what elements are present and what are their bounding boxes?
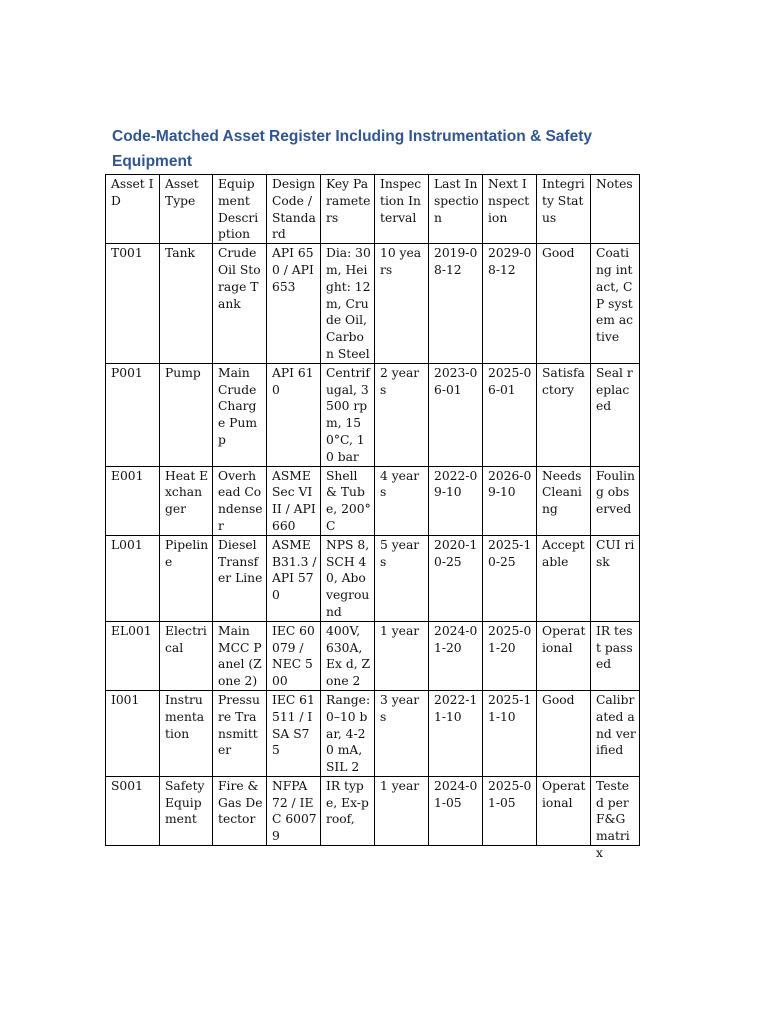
notes-cell <box>591 690 640 776</box>
integrity-status-text: Acceptable <box>542 537 585 569</box>
header-cell <box>213 175 267 244</box>
inspection-interval-text: 3 years <box>380 692 420 724</box>
asset-type-text: Pump <box>165 365 201 380</box>
design-code-cell <box>267 535 321 621</box>
integrity-status-text: Operational <box>542 778 586 810</box>
next-inspection-text: 2025-06-01 <box>488 365 532 397</box>
next-inspection-text: 2025-01-05 <box>488 778 532 810</box>
design-code-cell <box>267 690 321 776</box>
asset-type-text: Instrumentation <box>165 692 205 741</box>
asset-type-text: Electrical <box>165 623 207 655</box>
inspection-interval-cell <box>375 363 429 466</box>
header-text: Last Inspection <box>434 177 479 225</box>
inspection-interval-cell <box>375 244 429 364</box>
inspection-interval-text: 1 year <box>380 778 420 793</box>
document-title: Code-Matched Asset Register Including Instrumentation & Safety Equipment <box>112 128 592 170</box>
notes-text: Fouling observed <box>596 468 635 517</box>
asset-id-text: S001 <box>111 778 143 793</box>
header-cell <box>321 175 375 244</box>
integrity-status-cell <box>537 535 591 621</box>
inspection-interval-text: 2 years <box>380 365 420 397</box>
cell-clip <box>596 778 636 861</box>
integrity-status-text: Good <box>542 692 575 707</box>
cell-clip <box>272 778 317 845</box>
cell-clip <box>165 778 209 845</box>
equipment-description-cell <box>213 363 267 466</box>
cell-clip <box>380 778 425 845</box>
integrity-status-text: Satisfactory <box>542 365 585 397</box>
design-code-text: ASME Sec VIII / API 660 <box>272 468 316 533</box>
design-code-cell <box>267 776 321 845</box>
equipment-description-cell <box>213 244 267 364</box>
header-text: Design Code / Standard <box>272 177 316 242</box>
asset-register-table-body <box>106 175 640 861</box>
last-inspection-text: 2024-01-20 <box>434 623 478 655</box>
design-code-cell <box>267 621 321 690</box>
integrity-status-cell <box>537 621 591 690</box>
notes-text: Seal replaced <box>596 365 633 414</box>
header-text: Key Parameters <box>326 177 371 225</box>
equipment-description-cell <box>213 466 267 535</box>
header-cell <box>267 175 321 244</box>
design-code-cell <box>267 466 321 535</box>
design-code-text: NFPA 72 / IEC 60079 <box>272 778 317 844</box>
integrity-status-cell <box>537 363 591 466</box>
design-code-text: API 610 <box>272 365 314 397</box>
key-parameters-cell <box>321 690 375 776</box>
header-cell <box>591 175 640 244</box>
asset-id-cell <box>106 244 160 364</box>
cell-clip <box>542 778 587 845</box>
integrity-status-text: Good <box>542 246 575 261</box>
header-text: Asset ID <box>111 177 154 208</box>
asset-type-cell <box>160 621 213 690</box>
asset-register-table-wrapper <box>105 174 640 861</box>
last-inspection-text: 2020-10-25 <box>434 537 478 569</box>
asset-id-text: L001 <box>111 537 143 552</box>
key-parameters-cell <box>321 363 375 466</box>
inspection-interval-text: 5 years <box>380 537 420 569</box>
last-inspection-text: 2022-11-10 <box>434 692 478 724</box>
table-row <box>106 776 640 845</box>
asset-id-text: EL001 <box>111 623 152 638</box>
inspection-interval-cell <box>375 621 429 690</box>
notes-text: Calibrated and verified <box>596 692 636 758</box>
table-header-row <box>106 175 640 244</box>
header-cell <box>537 175 591 244</box>
header-cell <box>429 175 483 244</box>
inspection-interval-cell <box>375 466 429 535</box>
equipment-description-cell <box>213 621 267 690</box>
next-inspection-cell <box>483 621 537 690</box>
equipment-description-text: Main MCC Panel (Zone 2) <box>218 623 262 689</box>
integrity-status-cell <box>537 466 591 535</box>
asset-id-text: T001 <box>111 246 143 261</box>
last-inspection-cell <box>429 690 483 776</box>
key-parameters-text: IR type, Ex-proof, <box>326 778 369 827</box>
asset-type-cell <box>160 363 213 466</box>
key-parameters-cell <box>321 535 375 621</box>
design-code-cell <box>267 244 321 364</box>
asset-register-table <box>105 174 640 861</box>
last-inspection-cell <box>429 363 483 466</box>
next-inspection-cell <box>483 244 537 364</box>
last-inspection-text: 2019-08-12 <box>434 246 478 277</box>
integrity-status-cell <box>537 776 591 845</box>
last-inspection-text: 2024-01-05 <box>434 778 478 810</box>
asset-id-cell <box>106 776 160 845</box>
header-cell <box>375 175 429 244</box>
header-cell <box>160 175 213 244</box>
inspection-interval-text: 10 years <box>380 246 422 277</box>
key-parameters-cell <box>321 466 375 535</box>
integrity-status-text: Needs Cleaning <box>542 468 582 517</box>
last-inspection-text: 2023-06-01 <box>434 365 478 397</box>
key-parameters-cell <box>321 776 375 845</box>
asset-type-cell <box>160 776 213 845</box>
asset-id-cell <box>106 690 160 776</box>
integrity-status-text: Operational <box>542 623 586 655</box>
notes-cell <box>591 363 640 466</box>
key-parameters-text: Shell & Tube, 200°C <box>326 468 371 533</box>
equipment-description-text: Diesel Transfer Line <box>218 537 263 586</box>
design-code-cell <box>267 363 321 466</box>
asset-type-cell <box>160 466 213 535</box>
asset-id-cell <box>106 621 160 690</box>
header-text: Inspection Interval <box>380 177 422 225</box>
equipment-description-text: Fire & Gas Detector <box>218 778 263 827</box>
inspection-interval-cell <box>375 690 429 776</box>
key-parameters-text: Range: 0–10 bar, 4-20 mA, SIL 2 <box>326 692 371 775</box>
inspection-interval-cell <box>375 535 429 621</box>
asset-type-cell <box>160 244 213 364</box>
table-row <box>106 535 640 621</box>
next-inspection-text: 2025-01-20 <box>488 623 532 655</box>
asset-type-text: Tank <box>165 246 195 261</box>
asset-id-cell <box>106 363 160 466</box>
key-parameters-cell <box>321 244 375 364</box>
next-inspection-text: 2025-10-25 <box>488 537 532 569</box>
asset-type-text: Safety Equipment <box>165 778 205 827</box>
last-inspection-cell <box>429 776 483 845</box>
table-row <box>106 363 640 466</box>
header-text: Equipment Description <box>218 177 259 242</box>
inspection-interval-text: 4 years <box>380 468 420 500</box>
asset-id-cell <box>106 535 160 621</box>
inspection-interval-cell <box>375 776 429 845</box>
asset-id-cell <box>106 466 160 535</box>
design-code-text: IEC 61511 / ISA S75 <box>272 692 315 758</box>
next-inspection-text: 2026-09-10 <box>488 468 532 500</box>
table-row <box>106 466 640 535</box>
key-parameters-text: NPS 8, SCH 40, Aboveground <box>326 537 370 619</box>
next-inspection-cell <box>483 690 537 776</box>
notes-cell <box>591 776 640 861</box>
design-code-text: IEC 60079 / NEC 500 <box>272 623 315 689</box>
inspection-interval-text: 1 year <box>380 623 420 638</box>
next-inspection-cell <box>483 535 537 621</box>
asset-type-cell <box>160 690 213 776</box>
asset-type-cell <box>160 535 213 621</box>
notes-cell <box>591 466 640 535</box>
header-cell <box>106 175 160 244</box>
last-inspection-cell <box>429 621 483 690</box>
asset-type-text: Pipeline <box>165 537 209 569</box>
equipment-description-text: Crude Oil Storage Tank <box>218 246 261 311</box>
integrity-status-cell <box>537 690 591 776</box>
table-row <box>106 621 640 690</box>
design-code-text: API 650 / API 653 <box>272 246 314 294</box>
cell-clip <box>488 778 533 845</box>
next-inspection-cell <box>483 363 537 466</box>
asset-type-text: Heat Exchanger <box>165 468 209 517</box>
header-cell <box>483 175 537 244</box>
cell-clip <box>434 778 479 845</box>
header-text: Integrity Status <box>542 177 585 225</box>
notes-cell <box>591 535 640 621</box>
next-inspection-text: 2025-11-10 <box>488 692 532 724</box>
notes-text: CUI risk <box>596 537 635 569</box>
cell-clip <box>326 778 371 845</box>
asset-id-text: E001 <box>111 468 144 483</box>
next-inspection-cell <box>483 466 537 535</box>
cell-clip <box>218 778 263 845</box>
asset-id-text: P001 <box>111 365 143 380</box>
header-text: Next Inspection <box>488 177 530 225</box>
notes-text: Tested per F&G matrix <box>596 778 630 861</box>
notes-text: Coating intact, CP system active <box>596 246 634 345</box>
integrity-status-cell <box>537 244 591 364</box>
equipment-description-text: Main Crude Charge Pump <box>218 365 258 447</box>
table-row <box>106 690 640 776</box>
equipment-description-cell <box>213 535 267 621</box>
last-inspection-cell <box>429 535 483 621</box>
equipment-description-text: Pressure Transmitter <box>218 692 260 758</box>
asset-id-text: I001 <box>111 692 140 707</box>
last-inspection-text: 2022-09-10 <box>434 468 478 500</box>
table-row <box>106 244 640 364</box>
equipment-description-cell <box>213 690 267 776</box>
next-inspection-cell <box>483 776 537 845</box>
header-text: Asset Type <box>165 177 199 208</box>
key-parameters-cell <box>321 621 375 690</box>
equipment-description-cell <box>213 776 267 845</box>
last-inspection-cell <box>429 466 483 535</box>
cell-clip <box>111 778 156 845</box>
equipment-description-text: Overhead Condenser <box>218 468 263 533</box>
key-parameters-text: Dia: 30m, Height: 12m, Crude Oil, Carbon Steel <box>326 246 371 361</box>
header-text: Notes <box>596 177 633 191</box>
notes-text: IR test passed <box>596 623 633 672</box>
notes-cell <box>591 621 640 690</box>
next-inspection-text: 2029-08-12 <box>488 246 532 277</box>
design-code-text: ASME B31.3 / API 570 <box>272 537 317 603</box>
last-inspection-cell <box>429 244 483 364</box>
key-parameters-text: Centrifugal, 3500 rpm, 150°C, 10 bar <box>326 365 370 464</box>
key-parameters-text: 400V, 630A, Ex d, Zone 2 <box>326 623 371 689</box>
notes-cell <box>591 244 640 364</box>
